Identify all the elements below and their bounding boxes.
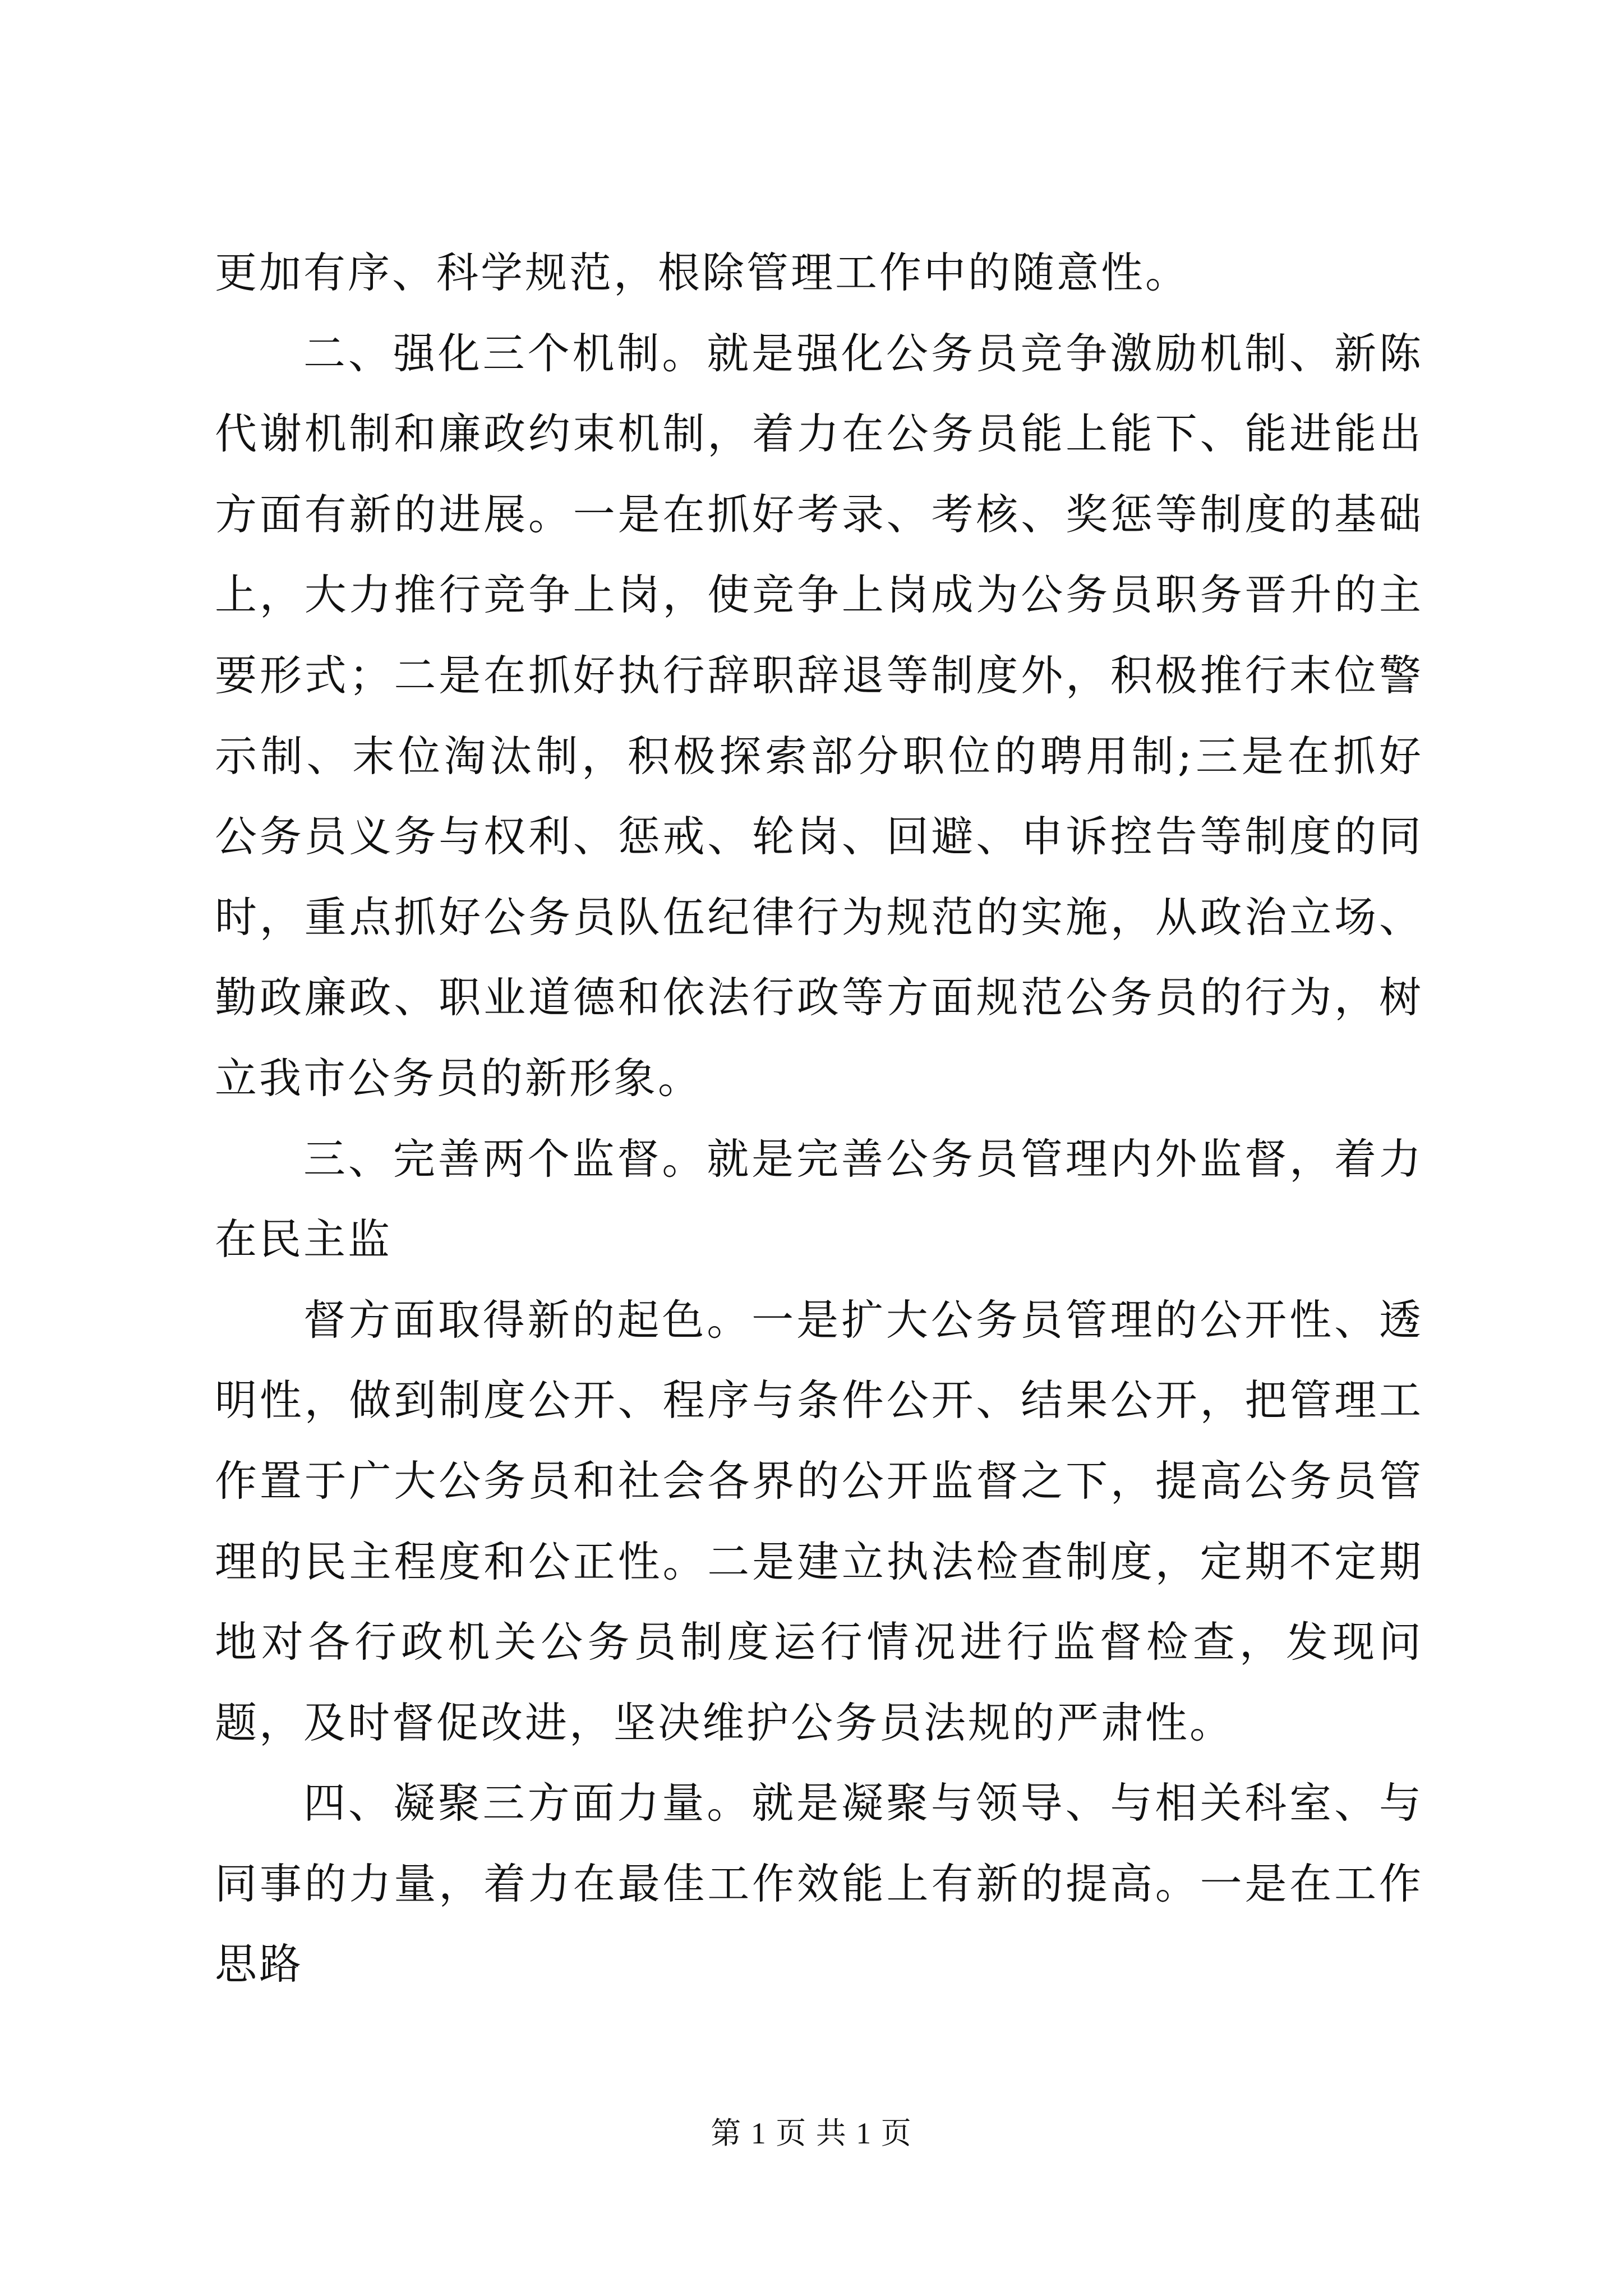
- document-body: [215, 233, 1423, 2005]
- page-footer: 第 1 页 共 1 页: [711, 2116, 912, 2150]
- paragraph-section-four: 四、凝聚三方面力量。就是凝聚与领导、与相关科室、与同事的力量，着力在最佳工作效能上有新的提高。一是在工作思路: [215, 1778, 1423, 1989]
- paragraph-continuation: 更加有序、科学规范，根除管理工作中的随意性。: [215, 248, 1190, 297]
- paragraph-section-three-continued: 督方面取得新的起色。一是扩大公务员管理的公开性、透明性，做到制度公开、程序与条件公开、结果公开，把管理工作置于广大公务员和社会各界的公开监督之下，提高公务员管理的民主程度和公正性。二是建立执法检查制度，定期不定期地对各行政机关公务员制度运行情况进行监督检查，发现问题，及时督促改进，坚决维护公务员法规的严肃性。: [215, 1295, 1423, 1747]
- paragraph-section-three: 三、完善两个监督。就是完善公务员管理内外监督，着力在民主监: [215, 1134, 1423, 1264]
- paragraph-section-two: 二、强化三个机制。就是强化公务员竞争激励机制、新陈代谢机制和廉政约束机制，着力在公务员能上能下、能进能出方面有新的进展。一是在抓好考录、考核、奖惩等制度的基础上，大力推行竞争上岗，使竞争上岗成为公务员职务晋升的主要形式；二是在抓好执行辞职辞退等制度外，积极推行末位警示制、末位淘汰制，积极探索部分职位的聘用制;三是在抓好公务员义务与权利、惩戒、轮岗、回避、申诉控告等制度的同时，重点抓好公务员队伍纪律行为规范的实施，从政治立场、勤政廉政、职业道德和依法行政等方面规范公务员的行为，树立我市公务员的新形象。: [215, 328, 1423, 1103]
